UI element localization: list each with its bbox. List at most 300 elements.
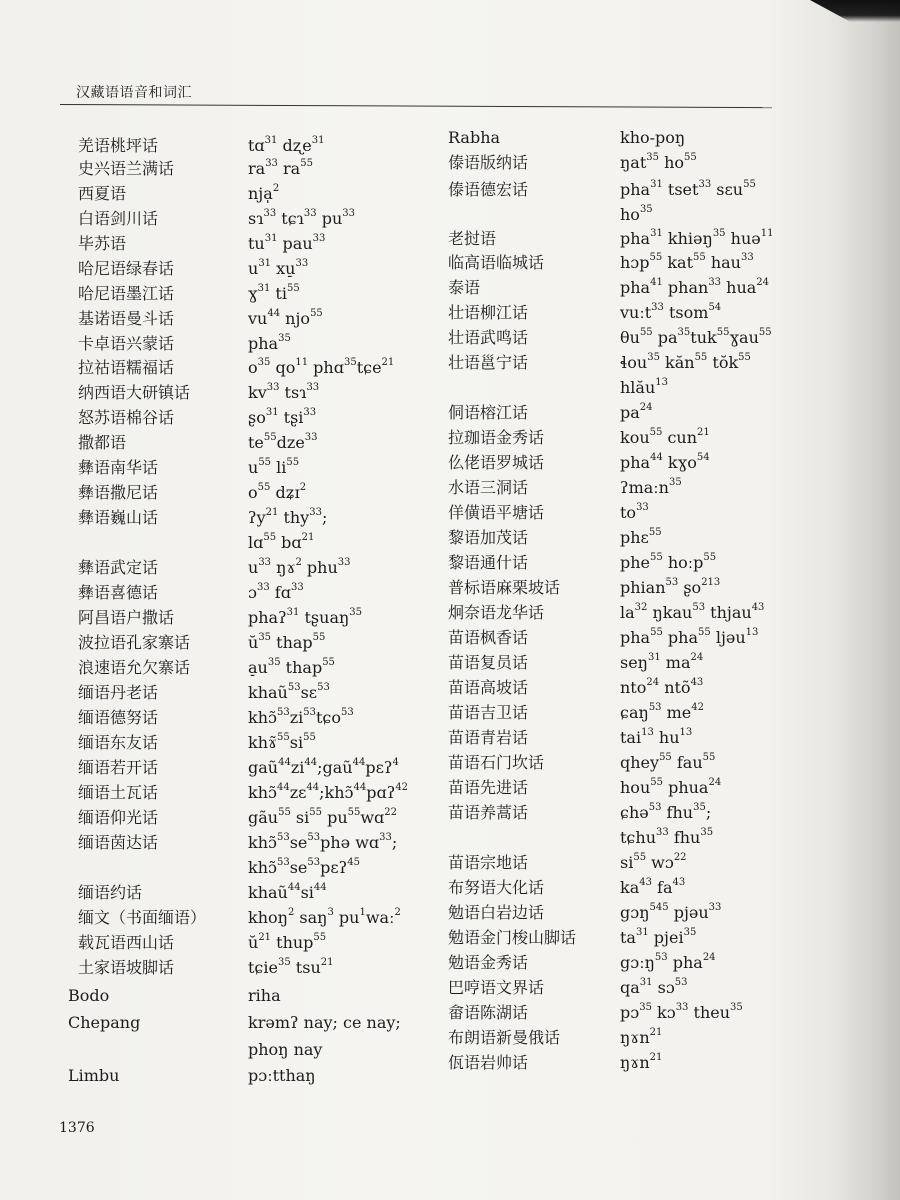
language-name: 苗语枫香话 (448, 628, 529, 647)
form-segment: tset (662, 180, 699, 199)
page-edge-shadow (830, 0, 900, 1200)
form-segment: phɛ (620, 528, 649, 547)
language-name: Rabha (448, 128, 501, 147)
form-segment: phu (301, 558, 338, 577)
tone-number: 53 (674, 976, 688, 988)
word-form (620, 478, 682, 498)
language-name: 泰语 (448, 278, 481, 297)
form-segment: xu̠ (271, 259, 296, 278)
tone-number: 24 (690, 651, 704, 663)
form-segment: ho (659, 153, 685, 172)
form-segment: ɔ (248, 583, 257, 602)
tone-number: 55 (300, 157, 313, 169)
word-form (620, 728, 692, 748)
form-segment: khɤ̃ (248, 733, 278, 752)
word-form (248, 608, 362, 628)
language-name: 缅语土瓦话 (78, 783, 159, 802)
language-name: 缅语仰光话 (78, 808, 159, 827)
form-segment: ɣ (248, 284, 258, 303)
tone-number: 55 (322, 656, 335, 668)
language-name: 彝语喜德话 (78, 583, 159, 602)
word-form (248, 234, 325, 254)
language-name: 载瓦语西山话 (78, 933, 175, 952)
tone-number: 53 (665, 576, 679, 588)
word-form (248, 259, 308, 279)
form-segment: si (300, 883, 314, 902)
language-name: Limbu (68, 1066, 120, 1085)
tone-number: 45 (347, 856, 360, 868)
word-form (620, 903, 721, 923)
word-form (620, 928, 696, 948)
tone-number: 55 (633, 851, 647, 863)
word-form (248, 858, 360, 878)
tone-number: 13 (679, 726, 693, 738)
language-name: 浪速语允欠寨话 (78, 658, 191, 677)
tone-number: 33 (309, 506, 322, 518)
language-name: 哈尼语绿春话 (78, 259, 175, 278)
form-segment: nja̩ (248, 184, 273, 203)
tone-number: 53 (648, 701, 662, 713)
tone-number: 33 (675, 1001, 689, 1013)
tone-number: 35 (267, 656, 281, 668)
form-segment: ʂo (678, 578, 702, 597)
word-form (620, 853, 687, 873)
language-name: 普标语麻栗坡话 (448, 578, 561, 597)
form-segment: qhey (620, 753, 660, 772)
form-segment: ŋkau (647, 603, 693, 622)
language-name: 佯僙语平塘话 (448, 503, 545, 522)
tone-number: 24 (646, 676, 660, 688)
tone-number: 42 (691, 701, 705, 713)
form-segment: khɔ̃ (248, 833, 277, 852)
word-form (248, 933, 326, 953)
language-name: 畲语陈湖话 (448, 1003, 529, 1022)
tone-number: 31 (647, 651, 661, 663)
tone-number: 33 (304, 431, 318, 443)
tone-number: 55 (758, 326, 772, 338)
word-form (620, 578, 720, 598)
tone-number: 33 (290, 581, 304, 593)
form-segment: ; (391, 833, 398, 852)
tone-number: 2 (394, 906, 401, 918)
tone-number: 55 (313, 931, 327, 943)
language-name: 佤语岩帅话 (448, 1053, 529, 1072)
tone-number: 53 (307, 831, 321, 843)
tone-number: 11 (760, 227, 774, 239)
word-form (620, 428, 710, 448)
word-form (620, 205, 653, 225)
form-segment: phɑ (308, 358, 344, 377)
form-segment: pa (620, 403, 640, 422)
form-segment: θu (620, 328, 640, 347)
tone-number: 33 (656, 826, 669, 838)
form-segment: pu (316, 209, 343, 228)
form-segment: se (289, 833, 308, 852)
form-segment: si (289, 733, 304, 752)
form-segment: hau (705, 253, 741, 272)
tone-number: 44 (650, 451, 663, 463)
word-form (248, 184, 279, 204)
form-segment: tu (248, 234, 265, 253)
word-form (620, 953, 716, 973)
form-segment: pɛʔ (365, 758, 393, 777)
language-name: 基诺语曼斗话 (78, 309, 175, 328)
tone-number: 44 (353, 781, 367, 793)
form-segment: ŋɤ (271, 558, 296, 577)
word-form (620, 703, 704, 723)
tone-number: 54 (708, 301, 722, 313)
tone-number: 35 (349, 606, 363, 618)
tone-number: 35 (278, 332, 291, 344)
word-form (248, 833, 397, 853)
form-segment: kăn (659, 353, 695, 372)
tone-number: 55 (312, 631, 326, 643)
form-segment: pha (620, 229, 651, 248)
tone-number: 55 (693, 251, 706, 263)
language-name: 缅语约话 (78, 883, 143, 902)
word-form (620, 778, 721, 798)
form-segment: pha (620, 278, 651, 297)
language-name: 仫佬语罗城话 (448, 453, 545, 472)
form-segment: pha (620, 180, 651, 199)
form-segment: nto (620, 678, 647, 697)
form-segment: khɔ̃ (248, 708, 277, 727)
word-form (620, 180, 756, 200)
form-segment: hɔp (620, 253, 650, 272)
form-segment: gɔŋ (620, 903, 650, 922)
tone-number: 44 (304, 756, 318, 768)
form-segment: khaũ (248, 683, 288, 702)
form-segment: tɕe (356, 358, 382, 377)
form-segment: pha (667, 953, 703, 972)
form-segment: ŋɤn (620, 1053, 650, 1072)
form-segment: se (289, 858, 308, 877)
form-segment: ti (270, 284, 287, 303)
tone-number: 31 (265, 406, 279, 418)
tone-number: 545 (649, 901, 669, 913)
language-name: 壮语武鸣话 (448, 328, 529, 347)
tone-number: 213 (701, 576, 721, 588)
tone-number: 21 (301, 531, 315, 543)
form-segment: ta (620, 928, 636, 947)
language-name: 巴哼语文界话 (448, 978, 545, 997)
form-segment: sɛu (711, 180, 744, 199)
word-form (620, 453, 710, 473)
tone-number: 33 (708, 901, 722, 913)
tone-number: 21 (649, 1051, 663, 1063)
word-form (248, 633, 325, 653)
form-segment: u (248, 259, 259, 278)
word-form (620, 153, 697, 173)
language-name: 缅语茵达话 (78, 833, 159, 852)
language-name: 哈尼语墨江话 (78, 284, 175, 303)
form-segment: ŋat (620, 153, 647, 172)
tone-number: 35 (730, 1001, 743, 1013)
word-form (620, 528, 662, 548)
header-rule (60, 104, 772, 108)
language-name: 炯奈语龙华话 (448, 603, 545, 622)
tone-number: 55 (650, 776, 663, 788)
language-name: 缅语若开话 (78, 758, 159, 777)
form-segment: fa (651, 878, 673, 897)
tone-number: 31 (258, 257, 272, 269)
word-form (248, 408, 316, 428)
tone-number: 31 (635, 926, 649, 938)
language-name: 缅语东友话 (78, 733, 159, 752)
word-form (248, 986, 281, 1006)
word-form (248, 733, 316, 753)
form-segment: tɕɿ (276, 209, 304, 228)
tone-number: 53 (276, 706, 290, 718)
tone-number: 35 (693, 801, 706, 813)
form-segment: pha (248, 334, 279, 353)
tone-number: 53 (317, 681, 330, 693)
tone-number: 33 (342, 207, 356, 219)
tone-number: 33 (636, 501, 649, 513)
tone-number: 24 (639, 401, 653, 413)
tone-number: 31 (650, 227, 663, 239)
form-segment: saŋ (294, 908, 328, 927)
language-name: 布努语大化话 (448, 878, 545, 897)
word-form (248, 1013, 401, 1033)
form-segment: ho (620, 205, 640, 224)
form-segment: thap (271, 633, 313, 652)
form-segment: hou (620, 778, 651, 797)
form-segment: la (620, 603, 635, 622)
form-segment: lɑ (248, 533, 264, 552)
tone-number: 31 (650, 178, 663, 190)
form-segment: tsom (663, 303, 709, 322)
tone-number: 41 (650, 276, 663, 288)
form-segment: dze (276, 433, 305, 452)
form-segment: ;gaũ (317, 758, 353, 777)
language-name: 撒都语 (78, 433, 127, 452)
tone-number: 31 (311, 134, 325, 146)
tone-number: 43 (672, 876, 686, 888)
word-form (248, 908, 401, 928)
form-segment: pu (333, 908, 360, 927)
tone-number: 31 (257, 282, 271, 294)
tone-number: 33 (708, 276, 722, 288)
form-segment: kho-poŋ (620, 128, 686, 147)
tone-number: 55 (263, 431, 277, 443)
word-form (620, 303, 721, 323)
form-segment: pjəu (668, 903, 709, 922)
form-segment: cun (662, 428, 698, 447)
word-form (248, 209, 355, 229)
tone-number: 2 (272, 182, 280, 194)
word-form (620, 229, 773, 249)
tone-number: 35 (712, 227, 726, 239)
tone-number: 33 (303, 207, 317, 219)
language-name: 苗语吉卫话 (448, 703, 529, 722)
tone-number: 35 (646, 151, 660, 163)
form-segment: gãu (248, 808, 279, 827)
tone-number: 31 (286, 606, 300, 618)
page-corner-shadow (810, 0, 900, 22)
form-segment: ljəu (710, 628, 746, 647)
form-segment: ;khɔ̃ (319, 783, 354, 802)
form-segment: me (661, 703, 692, 722)
tone-number: 44 (306, 781, 320, 793)
form-segment: tai (620, 728, 642, 747)
tone-number: 53 (654, 951, 668, 963)
word-form (620, 253, 754, 273)
form-segment: wɑ (360, 808, 385, 827)
form-segment: to (620, 503, 637, 522)
form-segment: qa (620, 978, 640, 997)
tone-number: 55 (650, 626, 663, 638)
tone-number: 2 (299, 481, 307, 493)
tone-number: 55 (703, 551, 717, 563)
tone-number: 42 (395, 781, 409, 793)
language-name: 彝语巍山话 (78, 508, 159, 527)
word-form (248, 358, 394, 378)
tone-number: 55 (303, 731, 316, 743)
tone-number: 53 (276, 831, 290, 843)
form-segment: khɔ̃ (248, 783, 277, 802)
form-segment: thjau (705, 603, 752, 622)
language-name: 缅语德努话 (78, 708, 159, 727)
tone-number: 24 (756, 276, 770, 288)
form-segment: si (290, 808, 310, 827)
language-name: 苗语石门坎话 (448, 753, 545, 772)
language-name: 老挝语 (448, 229, 497, 248)
language-name: 拉珈语金秀话 (448, 428, 545, 447)
tone-number: 24 (708, 776, 722, 788)
form-segment: tuk (690, 328, 717, 347)
tone-number: 2 (295, 556, 302, 568)
form-segment: sɿ (248, 209, 264, 228)
tone-number: 33 (651, 301, 664, 313)
form-segment: fɑ (269, 583, 291, 602)
word-form (248, 433, 318, 453)
form-segment: pɔːtthaŋ (248, 1066, 316, 1085)
form-segment: li (271, 458, 287, 477)
word-form (248, 683, 330, 703)
tone-number: 55 (309, 806, 322, 818)
tone-number: 53 (303, 706, 316, 718)
form-segment: pjei (648, 928, 684, 947)
form-segment: phoŋ nay (248, 1040, 323, 1059)
word-form (248, 558, 351, 578)
word-form (248, 808, 397, 828)
form-segment: khoŋ (248, 908, 288, 927)
form-segment: vu (248, 309, 268, 328)
tone-number: 33 (337, 556, 351, 568)
tone-number: 22 (384, 806, 398, 818)
language-name: 卡卓语兴蒙话 (78, 334, 175, 353)
word-form (248, 958, 333, 978)
form-segment: ʔy (248, 508, 266, 527)
form-segment: theu (688, 1003, 731, 1022)
tone-number: 44 (278, 756, 291, 768)
tone-number: 31 (264, 134, 278, 146)
form-segment: ɕaŋ (620, 703, 649, 722)
form-segment: a̠u (248, 658, 268, 677)
language-name: 怒苏语棉谷话 (78, 408, 175, 427)
tone-number: 43 (639, 876, 652, 888)
tone-number: 55 (649, 251, 663, 263)
language-name: 黎语通什话 (448, 553, 529, 572)
form-segment: ŭ (248, 933, 259, 952)
tone-number: 55 (286, 456, 300, 468)
form-segment: njo (280, 309, 311, 328)
tone-number: 21 (381, 356, 395, 368)
form-segment: si (620, 853, 634, 872)
form-segment: ŋɤn (620, 1028, 650, 1047)
form-segment: dʑɪ (270, 483, 300, 502)
form-segment: u (248, 458, 259, 477)
language-name: 波拉语孔家寨话 (78, 633, 191, 652)
language-name: 侗语榕江话 (448, 403, 529, 422)
tone-number: 11 (295, 356, 309, 368)
form-segment: sɛ (300, 683, 318, 702)
form-segment: tsɿ (279, 383, 307, 402)
form-segment: tʂuaŋ (299, 608, 350, 627)
tone-number: 55 (738, 351, 751, 363)
language-name: Bodo (68, 986, 110, 1005)
word-form (620, 603, 764, 623)
word-form (620, 978, 688, 998)
form-segment: fhu (661, 803, 694, 822)
tone-number: 53 (648, 801, 662, 813)
tone-number: 35 (677, 326, 691, 338)
tone-number: 21 (697, 426, 710, 438)
language-name: 苗语高坡话 (448, 678, 529, 697)
form-segment: huə (725, 229, 761, 248)
language-name: 羌语桃坪话 (78, 136, 159, 155)
form-segment: dʐe (277, 136, 312, 155)
tone-number: 33 (379, 831, 392, 843)
tone-number: 1 (359, 906, 366, 918)
tone-number: 22 (673, 851, 687, 863)
tone-number: 35 (639, 203, 653, 215)
form-segment: pɛʔ (320, 858, 348, 877)
tone-number: 55 (650, 551, 663, 563)
language-name: 苗语复员话 (448, 653, 529, 672)
form-segment: pu (321, 808, 348, 827)
tone-number: 33 (265, 157, 278, 169)
form-segment: thup (271, 933, 314, 952)
tone-number: 35 (257, 356, 271, 368)
tone-number: 44 (313, 881, 327, 893)
tone-number: 53 (276, 856, 290, 868)
word-form (620, 678, 703, 698)
tone-number: 55 (743, 178, 756, 190)
word-form (248, 508, 327, 528)
tone-number: 55 (347, 806, 361, 818)
tone-number: 55 (263, 531, 277, 543)
tone-number: 53 (341, 706, 354, 718)
tone-number: 55 (659, 751, 672, 763)
tone-number: 24 (702, 951, 716, 963)
language-name: 苗语青岩话 (448, 728, 529, 747)
language-name: 傣语德宏话 (448, 180, 529, 199)
language-name: 壮语柳江话 (448, 303, 529, 322)
form-segment: thap (280, 658, 323, 677)
form-segment: kou (620, 428, 650, 447)
language-name: 缅文（书面缅语） (78, 908, 207, 927)
word-form (248, 483, 306, 503)
form-segment: fau (671, 753, 703, 772)
language-name: 苗语先进话 (448, 778, 529, 797)
form-segment: tsu (290, 958, 321, 977)
running-head: 汉藏语语音和词汇 (76, 85, 192, 101)
language-name: 勉语白岩边话 (448, 903, 545, 922)
form-segment: pɑʔ (366, 783, 396, 802)
word-form (620, 753, 715, 773)
